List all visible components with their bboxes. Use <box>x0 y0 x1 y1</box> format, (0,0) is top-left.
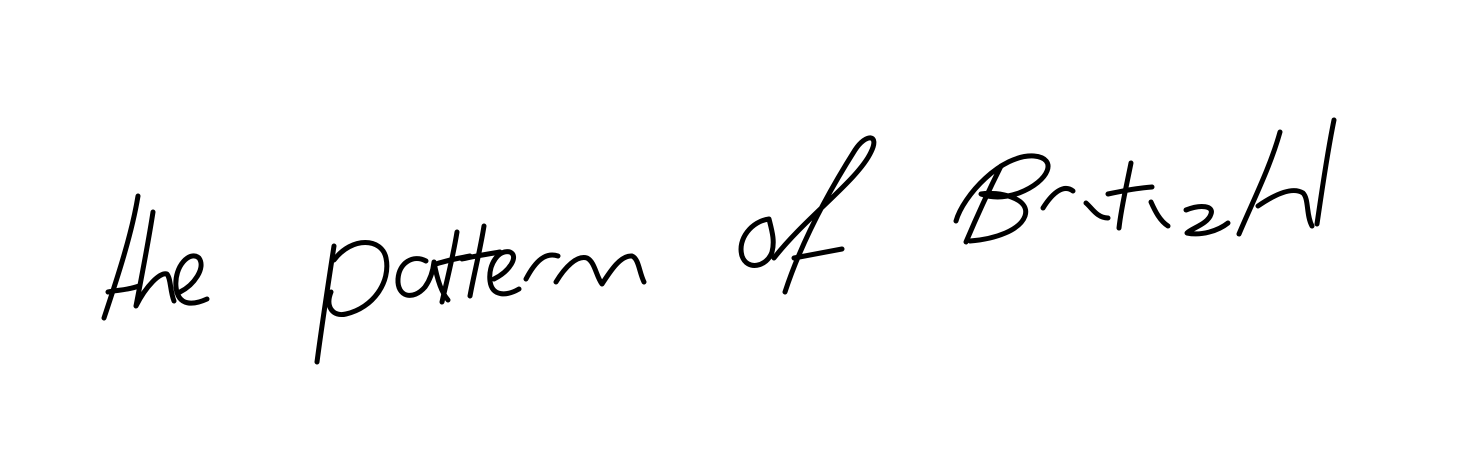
handwritten-word-the <box>104 196 207 318</box>
handwritten-word-pattern <box>317 226 644 362</box>
handwritten-word-of <box>741 138 874 292</box>
handwritten-word-british <box>956 120 1334 242</box>
